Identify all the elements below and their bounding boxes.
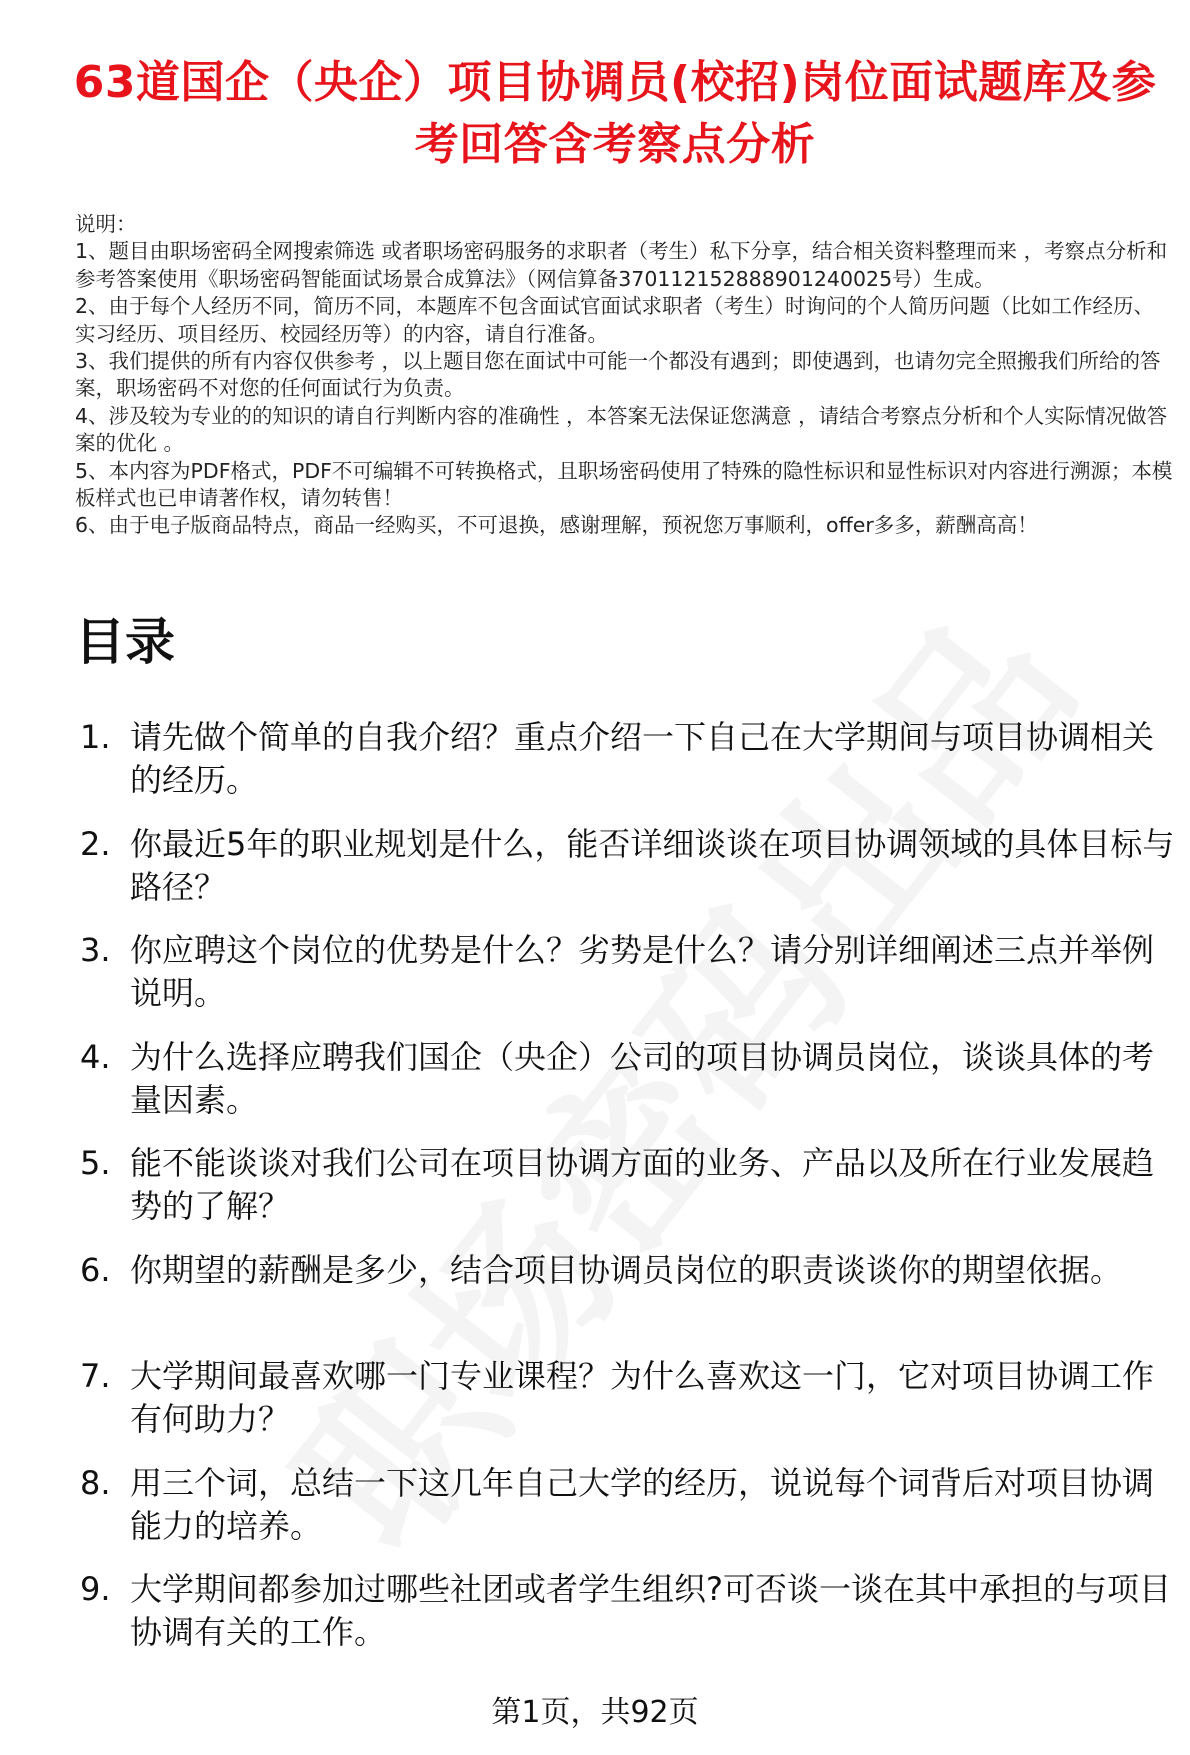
notes-item: 4、涉及较为专业的的知识的请自行判断内容的准确性 ，本答案无法保证您满意 ，请结合考察点分析和个人实际情况做答案的优化 。 xyxy=(75,403,1168,456)
toc-item[interactable] xyxy=(75,1036,1175,1122)
notes-heading: 说明： xyxy=(75,212,137,236)
toc-item-number: 2. xyxy=(80,824,111,863)
toc-item-number: 1. xyxy=(80,718,111,756)
page-number: 第1页，共92页 xyxy=(491,1695,699,1730)
toc-item-number: 3. xyxy=(80,931,111,969)
toc-item-text: 你期望的薪酬是多少，结合项目协调员岗位的职责谈谈你的期望依据。 xyxy=(130,1250,1123,1289)
notes-section xyxy=(75,211,1173,540)
notes-item: 1、题目由职场密码全网搜索筛选 或者职场密码服务的求职者（考生）私下分享，结合相关资料整理而来 ，考察点分析和参考答案使用《职场密码智能面试场景合成算法》（网信算备370112152888901240025号）生成。 xyxy=(75,239,1168,291)
toc-item-number: 9. xyxy=(80,1570,111,1608)
toc-item[interactable] xyxy=(75,1249,1175,1335)
toc-item-text: 你应聘这个岗位的优势是什么？劣势是什么？请分别详细阐述三点并举例说明。 xyxy=(130,931,1155,1012)
toc-item[interactable] xyxy=(75,823,1175,909)
notes-item: 2、由于每个人经历不同，简历不同，本题库不包含面试官面试求职者（考生）时询问的个人简历问题（比如工作经历、实习经历、项目经历、校园经历等）的内容，请自行准备。 xyxy=(75,294,1155,346)
notes-item: 5、本内容为PDF格式，PDF不可编辑不可转换格式，且职场密码使用了特殊的隐性标识和显性标识对内容进行溯源；本模板样式也已申请著作权，请勿转售！ xyxy=(75,458,1173,511)
toc-item-text: 用三个词，总结一下这几年自己大学的经历，说说每个词背后对项目协调能力的培养。 xyxy=(130,1463,1155,1545)
toc-item-number: 5. xyxy=(80,1144,111,1182)
document-title: 63道国企（央企）项目协调员(校招)岗位面试题库及参考回答含考察点分析 xyxy=(73,57,1157,170)
toc-item[interactable] xyxy=(75,1355,1175,1441)
toc-item[interactable] xyxy=(75,1462,1175,1548)
toc-item-text: 大学期间都参加过哪些社团或者学生组织?可否谈一谈在其中承担的与项目协调有关的工作。 xyxy=(130,1570,1171,1651)
toc-item-text: 为什么选择应聘我们国企（央企）公司的项目协调员岗位，谈谈具体的考量因素。 xyxy=(130,1037,1155,1119)
toc-item[interactable] xyxy=(75,929,1175,1015)
toc-item[interactable] xyxy=(75,1568,1175,1654)
toc-item[interactable] xyxy=(75,716,1175,802)
toc-item[interactable] xyxy=(75,1142,1175,1228)
toc-item-text: 大学期间最喜欢哪一门专业课程？为什么喜欢这一门，它对项目协调工作有何助力？ xyxy=(130,1357,1155,1438)
toc-list xyxy=(75,716,1175,1675)
toc-item-number: 8. xyxy=(80,1463,111,1502)
toc-heading: 目录 xyxy=(75,613,175,671)
notes-item: 3、我们提供的所有内容仅供参考 ，以上题目您在面试中可能一个都没有遇到；即使遇到，也请勿完全照搬我们所给的答案，职场密码不对您的任何面试行为负责。 xyxy=(75,349,1161,401)
toc-item-number: 7. xyxy=(80,1357,111,1395)
notes-item: 6、由于电子版商品特点，商品一经购买，不可退换，感谢理解，预祝您万事顺利，offer多多，薪酬高高！ xyxy=(75,513,1038,538)
toc-item-text: 请先做个简单的自我介绍？重点介绍一下自己在大学期间与项目协调相关的经历。 xyxy=(130,718,1155,799)
toc-item-text: 能不能谈谈对我们公司在项目协调方面的业务、产品以及所在行业发展趋势的了解？ xyxy=(130,1144,1155,1225)
toc-item-number: 6. xyxy=(80,1250,111,1289)
toc-item-number: 4. xyxy=(80,1037,111,1076)
toc-item-text: 你最近5年的职业规划是什么，能否详细谈谈在项目协调领域的具体目标与路径？ xyxy=(130,824,1175,906)
